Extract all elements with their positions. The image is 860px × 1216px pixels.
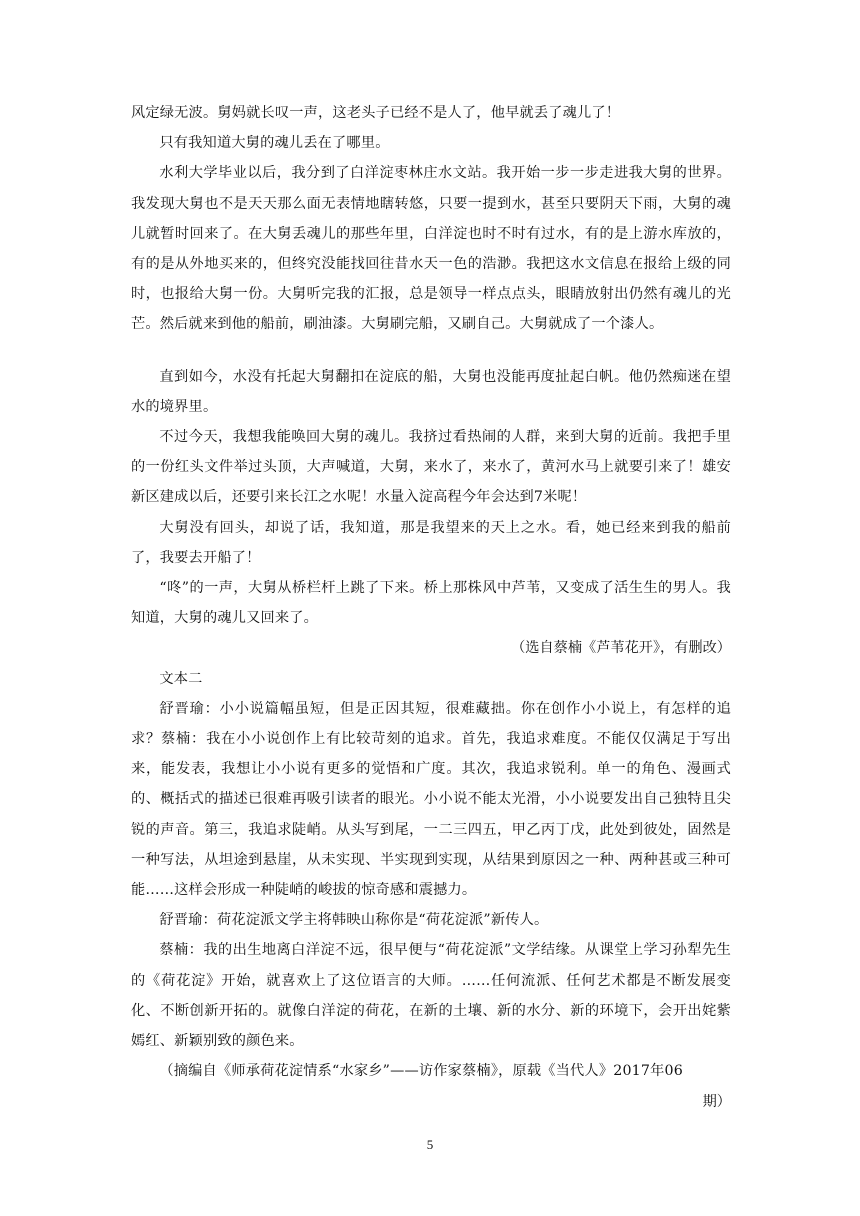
paragraph: 大舅没有回头，却说了话，我知道，那是我望来的天上之水。看，她已经来到我的船前了，我要去开船了！ xyxy=(131,519,731,566)
paragraph: 直到如今，水没有托起大舅翻扣在淀底的船，大舅也没能再度扯起白帆。他仍然痴迷在望水的境界里。 xyxy=(131,368,731,415)
article-body xyxy=(131,98,731,1117)
page-number: 5 xyxy=(426,1137,434,1152)
paragraph: 水利大学毕业以后，我分到了白洋淀枣林庄水文站。我开始一步一步走进我大舅的世界。我发现大舅也不是天天那么面无表情地瞎转悠，只要一提到水，甚至只要阴天下雨，大舅的魂儿就暂时回来了。在大舅丢魂儿的那些年里，白洋淀也时不时有过水，有的是上游水库放的，有的是从外地买来的，但终究没能找回往昔水天一色的浩渺。我把这水文信息在报给上级的同时，也报给大舅一份。大舅听完我的汇报，总是领导一样点点头，眼睛放射出仍然有魂儿的光芒。然后就来到他的船前，刷油漆。大舅刷完船，又刷自己。大舅就成了一个漆人。 xyxy=(131,165,731,333)
source-citation-line: 期） xyxy=(702,1093,731,1110)
paragraph-gap xyxy=(131,340,731,362)
interview-paragraph: 蔡楠：我的出生地离白洋淀不远，很早便与“荷花淀派”文学结缘。从课堂上学习孙犁先生的《荷花淀》开始，就喜欢上了这位语言的大师。……任何流派、任何艺术都是不断发展变化、不断创新开拓的。就像白洋淀的荷花，在新的土壤、新的水分、新的环境下，会开出姹紫嫣红、新颖别致的颜色来。 xyxy=(131,942,731,1050)
source-citation-line: （摘编自《师承荷花淀情系“水家乡”——访作家蔡楠》，原载《当代人》2017年06 xyxy=(159,1063,683,1080)
paragraph: “咚”的一声，大舅从桥栏杆上跳了下来。桥上那株风中芦苇，又变成了活生生的男人。我知道，大舅的魂儿又回来了。 xyxy=(131,580,731,627)
paragraph: 风定绿无波。舅妈就长叹一声，这老头子已经不是人了，他早就丢了魂儿了！ xyxy=(131,105,621,121)
section-heading: 文本二 xyxy=(159,670,203,687)
interview-paragraph: 舒晋瑜：荷花淀派文学主将韩映山称你是“荷花淀派”新传人。 xyxy=(159,912,549,929)
interview-paragraph: 舒晋瑜：小小说篇幅虽短，但是正因其短，很难藏拙。你在创作小小说上，有怎样的追求？蔡楠：我在小小说创作上有比较苛刻的追求。首先，我追求难度。不能仅仅满足于写出来，能发表，我想让小小说有更多的觉悟和广度。其次，我追求锐利。单一的角色、漫画式的、概括式的描述已很难再吸引读者的眼光。小小说不能太光滑，小小说要发出自己独特且尖锐的声音。第三，我追求陡峭。从头写到尾，一二三四五，甲乙丙丁戊，此处到彼处，固然是一种写法，从坦途到悬崖，从未实现、半实现到实现，从结果到原因之一种、两种甚或三种可能……这样会形成一种陡峭的峻拔的惊奇感和震撼力。 xyxy=(131,700,731,899)
paragraph: 只有我知道大舅的魂儿丢在了哪里。 xyxy=(159,135,390,152)
source-citation: （选自蔡楠《芦苇花开》，有删改） xyxy=(511,640,731,657)
paragraph: 不过今天，我想我能唤回大舅的魂儿。我挤过看热闹的人群，来到大舅的近前。我把手里的一份红头文件举过头顶，大声喊道，大舅，来水了，来水了，黄河水马上就要引来了！雄安新区建成以后，还要引来长江之水呢！水量入淀高程今年会达到7米呢！ xyxy=(131,429,731,506)
